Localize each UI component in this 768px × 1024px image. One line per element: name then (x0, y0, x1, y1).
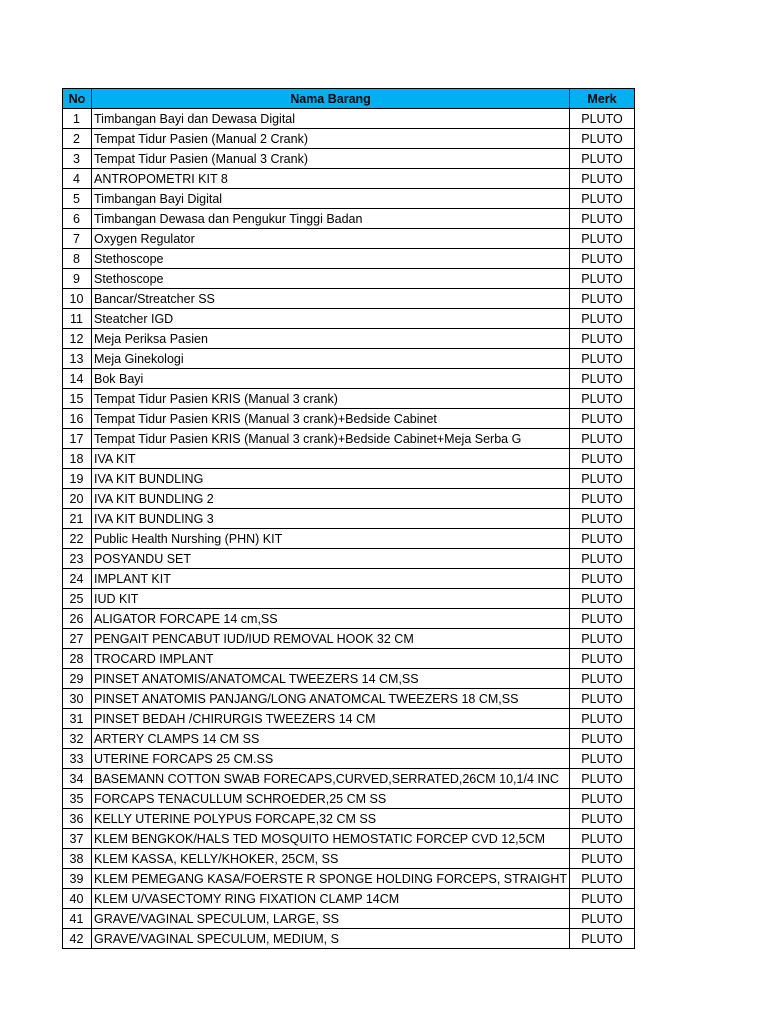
cell-no: 22 (63, 529, 92, 549)
cell-merk: PLUTO (570, 889, 635, 909)
table-row (63, 529, 635, 549)
cell-no: 35 (63, 789, 92, 809)
cell-merk: PLUTO (570, 749, 635, 769)
cell-nama-barang: BASEMANN COTTON SWAB FORECAPS,CURVED,SERRATED,26CM 10,1/4 INC (92, 769, 570, 789)
cell-nama-barang: ARTERY CLAMPS 14 CM SS (92, 729, 570, 749)
cell-merk: PLUTO (570, 329, 635, 349)
table-row (63, 229, 635, 249)
cell-no: 5 (63, 189, 92, 209)
cell-no: 32 (63, 729, 92, 749)
table-row (63, 869, 635, 889)
cell-nama-barang: Timbangan Bayi dan Dewasa Digital (92, 109, 570, 129)
cell-no: 24 (63, 569, 92, 589)
cell-merk: PLUTO (570, 229, 635, 249)
cell-merk: PLUTO (570, 809, 635, 829)
cell-merk: PLUTO (570, 429, 635, 449)
table-row (63, 129, 635, 149)
cell-no: 36 (63, 809, 92, 829)
cell-nama-barang: GRAVE/VAGINAL SPECULUM, MEDIUM, S (92, 929, 570, 949)
product-table (62, 88, 635, 949)
cell-no: 30 (63, 689, 92, 709)
cell-no: 1 (63, 109, 92, 129)
cell-no: 38 (63, 849, 92, 869)
cell-nama-barang: PINSET ANATOMIS/ANATOMCAL TWEEZERS 14 CM,SS (92, 669, 570, 689)
cell-nama-barang: Meja Periksa Pasien (92, 329, 570, 349)
cell-merk: PLUTO (570, 529, 635, 549)
cell-nama-barang: Tempat Tidur Pasien (Manual 3 Crank) (92, 149, 570, 169)
cell-merk: PLUTO (570, 389, 635, 409)
cell-nama-barang: Stethoscope (92, 269, 570, 289)
cell-no: 31 (63, 709, 92, 729)
cell-no: 27 (63, 629, 92, 649)
cell-merk: PLUTO (570, 909, 635, 929)
cell-no: 40 (63, 889, 92, 909)
cell-merk: PLUTO (570, 709, 635, 729)
cell-no: 13 (63, 349, 92, 369)
cell-nama-barang: Tempat Tidur Pasien KRIS (Manual 3 crank)+Bedside Cabinet+Meja Serba G (92, 429, 570, 449)
cell-merk: PLUTO (570, 449, 635, 469)
cell-no: 16 (63, 409, 92, 429)
cell-no: 10 (63, 289, 92, 309)
table-row (63, 189, 635, 209)
table-row (63, 769, 635, 789)
cell-nama-barang: PINSET ANATOMIS PANJANG/LONG ANATOMCAL TWEEZERS 18 CM,SS (92, 689, 570, 709)
cell-nama-barang: Timbangan Dewasa dan Pengukur Tinggi Badan (92, 209, 570, 229)
table-row (63, 289, 635, 309)
table-row (63, 549, 635, 569)
table-row (63, 269, 635, 289)
cell-nama-barang: IUD KIT (92, 589, 570, 609)
table-row (63, 669, 635, 689)
cell-nama-barang: KLEM BENGKOK/HALS TED MOSQUITO HEMOSTATIC FORCEP CVD 12,5CM (92, 829, 570, 849)
cell-nama-barang: ANTROPOMETRI KIT 8 (92, 169, 570, 189)
table-row (63, 369, 635, 389)
table-row (63, 649, 635, 669)
cell-nama-barang: KLEM KASSA, KELLY/KHOKER, 25CM, SS (92, 849, 570, 869)
header-merk: Merk (570, 89, 635, 109)
cell-merk: PLUTO (570, 249, 635, 269)
table-row (63, 889, 635, 909)
cell-no: 17 (63, 429, 92, 449)
cell-nama-barang: IVA KIT BUNDLING (92, 469, 570, 489)
cell-merk: PLUTO (570, 149, 635, 169)
table-row (63, 389, 635, 409)
table-body (63, 109, 635, 949)
table-row (63, 849, 635, 869)
cell-merk: PLUTO (570, 369, 635, 389)
table-row (63, 709, 635, 729)
table-row (63, 469, 635, 489)
cell-nama-barang: Meja Ginekologi (92, 349, 570, 369)
cell-merk: PLUTO (570, 209, 635, 229)
cell-nama-barang: Steatcher IGD (92, 309, 570, 329)
table-row (63, 749, 635, 769)
cell-nama-barang: IVA KIT BUNDLING 3 (92, 509, 570, 529)
cell-merk: PLUTO (570, 409, 635, 429)
table-row (63, 509, 635, 529)
cell-merk: PLUTO (570, 189, 635, 209)
cell-merk: PLUTO (570, 669, 635, 689)
cell-merk: PLUTO (570, 309, 635, 329)
cell-nama-barang: UTERINE FORCAPS 25 CM.SS (92, 749, 570, 769)
cell-no: 7 (63, 229, 92, 249)
table-row (63, 109, 635, 129)
table-row (63, 909, 635, 929)
cell-nama-barang: PINSET BEDAH /CHIRURGIS TWEEZERS 14 CM (92, 709, 570, 729)
cell-nama-barang: GRAVE/VAGINAL SPECULUM, LARGE, SS (92, 909, 570, 929)
header-nama-barang: Nama Barang (92, 89, 570, 109)
cell-merk: PLUTO (570, 549, 635, 569)
table-row (63, 629, 635, 649)
cell-merk: PLUTO (570, 829, 635, 849)
cell-no: 37 (63, 829, 92, 849)
table-row (63, 789, 635, 809)
cell-no: 39 (63, 869, 92, 889)
table-row (63, 349, 635, 369)
cell-no: 15 (63, 389, 92, 409)
cell-no: 23 (63, 549, 92, 569)
cell-nama-barang: IVA KIT (92, 449, 570, 469)
cell-no: 34 (63, 769, 92, 789)
cell-merk: PLUTO (570, 649, 635, 669)
table-row (63, 829, 635, 849)
cell-nama-barang: Bancar/Streatcher SS (92, 289, 570, 309)
table-row (63, 429, 635, 449)
table-row (63, 589, 635, 609)
cell-nama-barang: Bok Bayi (92, 369, 570, 389)
cell-merk: PLUTO (570, 109, 635, 129)
cell-nama-barang: IVA KIT BUNDLING 2 (92, 489, 570, 509)
cell-no: 19 (63, 469, 92, 489)
cell-no: 18 (63, 449, 92, 469)
cell-no: 14 (63, 369, 92, 389)
cell-merk: PLUTO (570, 569, 635, 589)
cell-no: 4 (63, 169, 92, 189)
cell-merk: PLUTO (570, 869, 635, 889)
cell-merk: PLUTO (570, 609, 635, 629)
cell-no: 3 (63, 149, 92, 169)
cell-no: 26 (63, 609, 92, 629)
cell-nama-barang: KLEM PEMEGANG KASA/FOERSTE R SPONGE HOLDING FORCEPS, STRAIGHT (92, 869, 570, 889)
cell-merk: PLUTO (570, 269, 635, 289)
table-row (63, 409, 635, 429)
table-row (63, 309, 635, 329)
header-no: No (63, 89, 92, 109)
cell-nama-barang: Tempat Tidur Pasien KRIS (Manual 3 crank)+Bedside Cabinet (92, 409, 570, 429)
table-row (63, 169, 635, 189)
table-row (63, 929, 635, 949)
table-row (63, 249, 635, 269)
table-header-row (63, 89, 635, 109)
table-row (63, 149, 635, 169)
cell-merk: PLUTO (570, 629, 635, 649)
cell-nama-barang: TROCARD IMPLANT (92, 649, 570, 669)
cell-nama-barang: KLEM U/VASECTOMY RING FIXATION CLAMP 14CM (92, 889, 570, 909)
table-row (63, 209, 635, 229)
cell-nama-barang: Timbangan Bayi Digital (92, 189, 570, 209)
cell-merk: PLUTO (570, 349, 635, 369)
cell-nama-barang: POSYANDU SET (92, 549, 570, 569)
table-row (63, 609, 635, 629)
cell-no: 8 (63, 249, 92, 269)
cell-no: 6 (63, 209, 92, 229)
cell-nama-barang: Public Health Nurshing (PHN) KIT (92, 529, 570, 549)
cell-merk: PLUTO (570, 169, 635, 189)
cell-nama-barang: Tempat Tidur Pasien (Manual 2 Crank) (92, 129, 570, 149)
cell-merk: PLUTO (570, 289, 635, 309)
table-row (63, 449, 635, 469)
cell-merk: PLUTO (570, 469, 635, 489)
cell-nama-barang: Tempat Tidur Pasien KRIS (Manual 3 crank) (92, 389, 570, 409)
table-row (63, 489, 635, 509)
cell-no: 12 (63, 329, 92, 349)
table-row (63, 729, 635, 749)
table-row (63, 689, 635, 709)
cell-no: 41 (63, 909, 92, 929)
cell-nama-barang: IMPLANT KIT (92, 569, 570, 589)
cell-no: 33 (63, 749, 92, 769)
cell-merk: PLUTO (570, 849, 635, 869)
cell-no: 25 (63, 589, 92, 609)
table-row (63, 569, 635, 589)
table-row (63, 329, 635, 349)
cell-nama-barang: Stethoscope (92, 249, 570, 269)
cell-merk: PLUTO (570, 729, 635, 749)
cell-no: 20 (63, 489, 92, 509)
cell-no: 42 (63, 929, 92, 949)
cell-nama-barang: KELLY UTERINE POLYPUS FORCAPE,32 CM SS (92, 809, 570, 829)
cell-merk: PLUTO (570, 789, 635, 809)
cell-merk: PLUTO (570, 929, 635, 949)
cell-no: 2 (63, 129, 92, 149)
cell-no: 11 (63, 309, 92, 329)
cell-merk: PLUTO (570, 589, 635, 609)
cell-merk: PLUTO (570, 489, 635, 509)
cell-no: 29 (63, 669, 92, 689)
cell-no: 21 (63, 509, 92, 529)
cell-nama-barang: FORCAPS TENACULLUM SCHROEDER,25 CM SS (92, 789, 570, 809)
cell-merk: PLUTO (570, 129, 635, 149)
cell-nama-barang: Oxygen Regulator (92, 229, 570, 249)
cell-merk: PLUTO (570, 689, 635, 709)
cell-nama-barang: PENGAIT PENCABUT IUD/IUD REMOVAL HOOK 32 CM (92, 629, 570, 649)
cell-merk: PLUTO (570, 509, 635, 529)
cell-no: 9 (63, 269, 92, 289)
cell-no: 28 (63, 649, 92, 669)
cell-nama-barang: ALIGATOR FORCAPE 14 cm,SS (92, 609, 570, 629)
table-row (63, 809, 635, 829)
cell-merk: PLUTO (570, 769, 635, 789)
